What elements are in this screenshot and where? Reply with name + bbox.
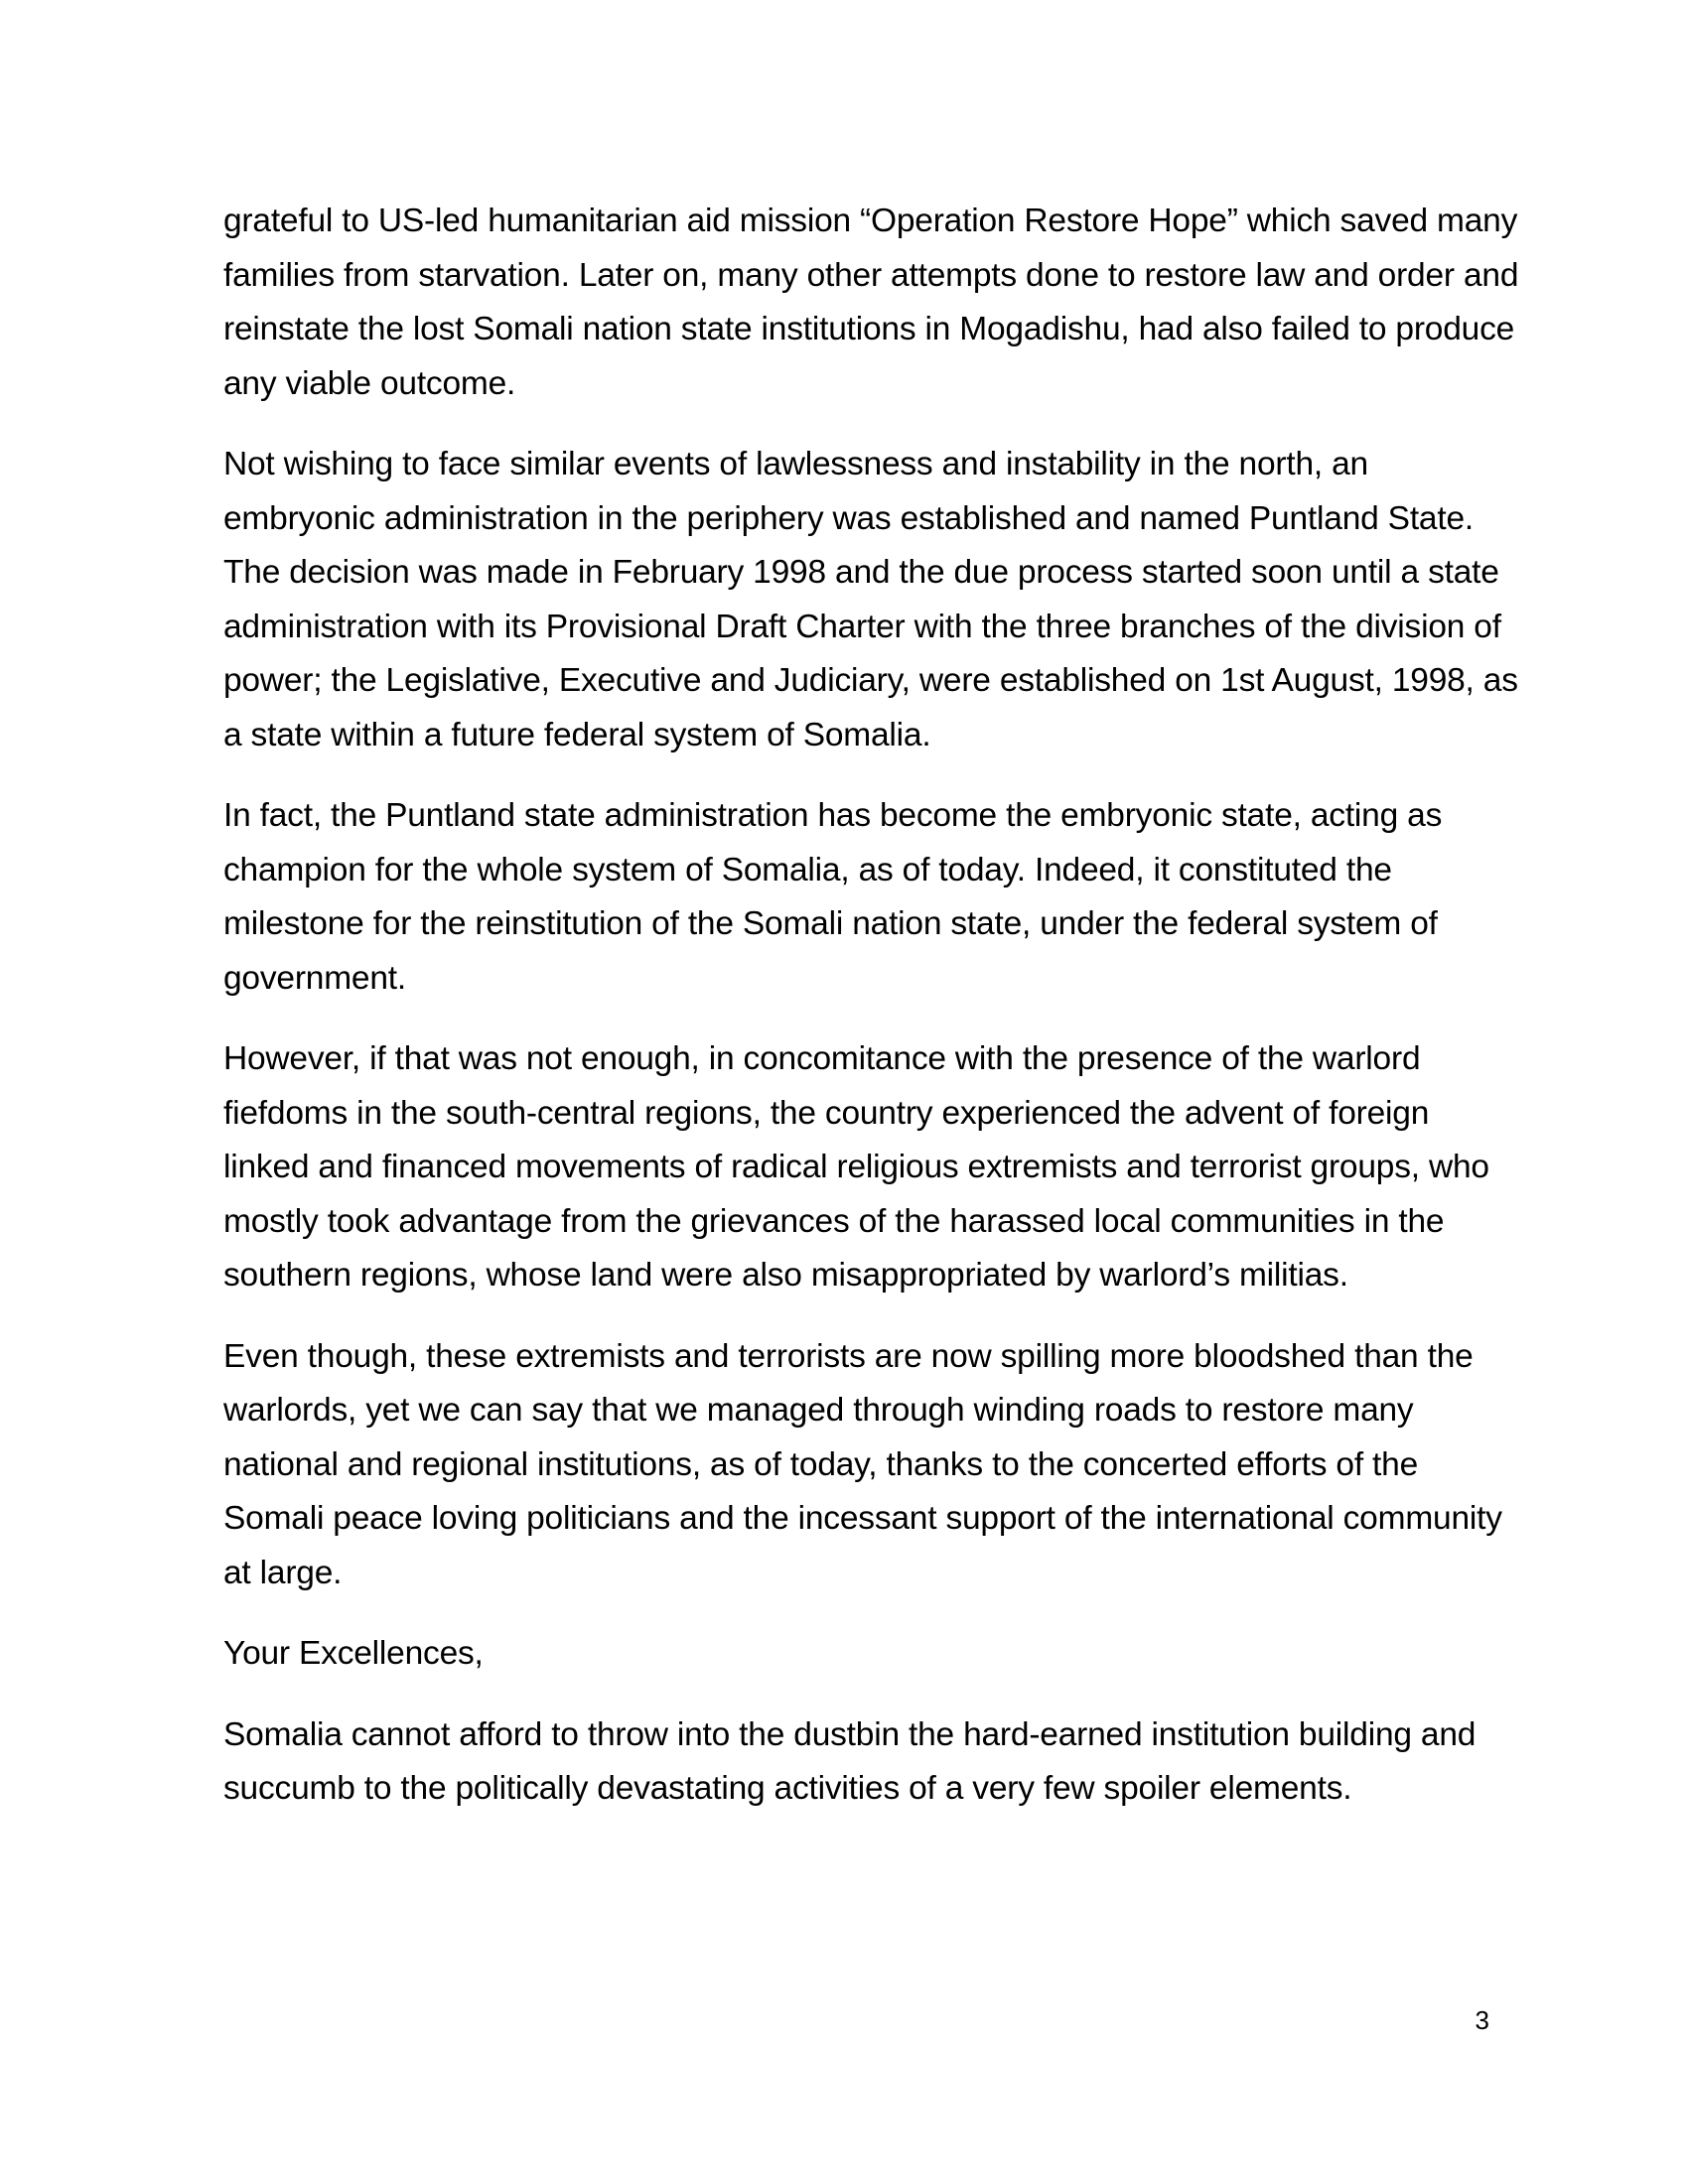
paragraph: Somalia cannot afford to throw into the dustbin the hard-earned institution building and succumb to the politically devastating activities of a very few spoiler elements. [223,1715,1477,1807]
page-number: 3 [1475,2005,1489,2035]
paragraph: Not wishing to face similar events of lawlessness and instability in the north, an embryonic administration in the periphery was established and named Puntland State. The decision was made in February 1998 and the due process started soon until a state administration with its Provisional Draft Charter with the three branches of the division of power; the Legislative, Executive and Judiciary, were established on 1st August, 1998, as a state within a future federal system of Somalia. [223,446,1518,753]
paragraph: In fact, the Puntland state administration has become the embryonic state, acting as champion for the whole system of Somalia, as of today. Indeed, it constituted the milestone for the reinstitution of the Somali nation state, under the federal system of government. [223,797,1443,997]
paragraph: However, if that was not enough, in concomitance with the presence of the warlord fiefdoms in the south-central regions, the country experienced the advent of foreign linked and financed movements of radical religious extremists and terrorist groups, who mostly took advantage from the grievances of the harassed local communities in the southern regions, whose land were also misappropriated by warlord’s militias. [223,1040,1489,1294]
salutation: Your Excellences, [223,1635,484,1672]
paragraph: grateful to US-led humanitarian aid mission “Operation Restore Hope” which saved many families from starvation. Later on, many other attempts done to restore law and order and reinstate the lost Somali nation state institutions in Mogadishu, had also failed to produce any viable outcome. [223,203,1519,402]
paragraph: Even though, these extremists and terrorists are now spilling more bloodshed than the warlords, yet we can say that we managed through winding roads to restore many national and regional institutions, as of today, thanks to the concerted efforts of the Somali peace loving politicians and the incessant support of the international community at large. [223,1337,1502,1591]
document-body [223,195,1519,1843]
